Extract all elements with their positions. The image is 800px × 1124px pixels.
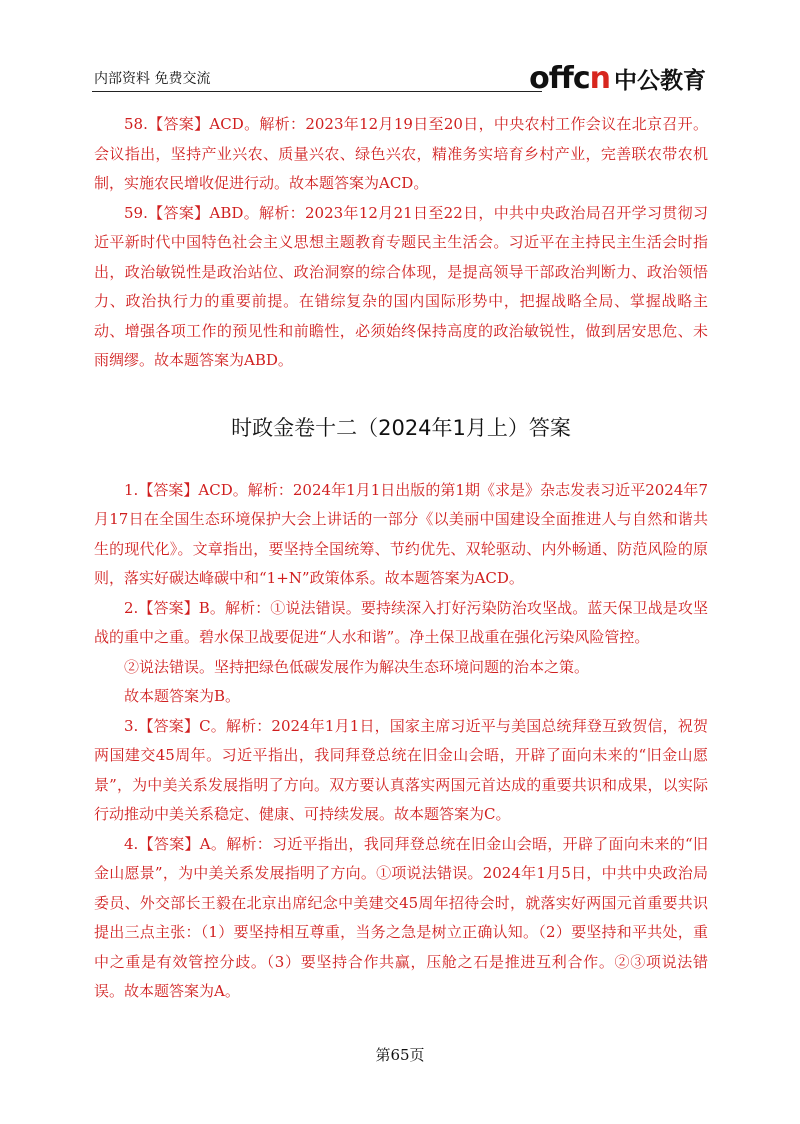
header-label: 内部资料 免费交流: [94, 71, 211, 87]
answer-paragraph-3: 3.【答案】C。解析：2024年1月1日，国家主席习近平与美国总统拜登互致贺信，祝贺两国建交45周年。习近平指出，我同拜登总统在旧金山会晤，开辟了面向未来的“旧金山愿景”，为中美关系发展指明了方向。双方要认真落实两国元首达成的重要共识和成果，以实际行动推动中美关系稳定、健康、可持续发展。故本题答案为C。: [94, 716, 708, 823]
answer-paragraph-1: 1.【答案】ACD。解析：2024年1月1日出版的第1期《求是》杂志发表习近平2024年7月17日在全国生态环境保护大会上讲话的一部分《以美丽中国建设全面推进人与自然和谐共生的现代化》。文章指出，要坚持全国统筹、节约优先、双轮驱动、内外畅通、防范风险的原则，落实好碳达峰碳中和“1+N”政策体系。故本题答案为ACD。: [94, 480, 708, 587]
answer-paragraph-2-conclusion: 故本题答案为B。: [124, 687, 241, 705]
page-header: [92, 60, 708, 96]
logo-chinese: 中公教育: [614, 68, 706, 94]
header-rule: [92, 91, 542, 92]
answer-paragraph-59: 59.【答案】ABD。解析：2023年12月21日至22日，中共中央政治局召开学习贯彻习近平新时代中国特色社会主义思想主题教育专题民主生活会。习近平在主持民主生活会时指出，政治敏锐性是政治站位、政治洞察的综合体现，是提高领导干部政治判断力、政治领悟力、政治执行力的重要前提。在错综复杂的国内国际形势中，把握战略全局、掌握战略主动、增强各项工作的预见性和前瞻性，必须始终保持高度的政治敏锐性，做到居安思危、未雨绸缪。故本题答案为ABD。: [94, 203, 708, 369]
page-number: 第65页: [375, 1046, 425, 1064]
answer-paragraph-2: 2.【答案】B。解析：①说法错误。要持续深入打好污染防治攻坚战。蓝天保卫战是攻坚战的重中之重。碧水保卫战要促进“人水和谐”。净土保卫战重在强化污染风险管控。: [94, 598, 708, 646]
page-content: [94, 110, 708, 1007]
answer-paragraph-58: 58.【答案】ACD。解析：2023年12月19日至20日，中央农村工作会议在北京召开。会议指出，坚持产业兴农、质量兴农、绿色兴农，精准务实培育乡村产业，完善联农带农机制，实施农民增收促进行动。故本题答案为ACD。: [94, 115, 708, 192]
answer-paragraph-4: 4.【答案】A。解析：习近平指出，我同拜登总统在旧金山会晤，开辟了面向未来的“旧金山愿景”，为中美关系发展指明了方向。①项说法错误。2024年1月5日，中共中央政治局委员、外交部长王毅在北京出席纪念中美建交45周年招待会时，就落实好两国元首重要共识提出三点主张：（1）要坚持相互尊重，当务之急是树立正确认知。（2）要坚持和平共处，重中之重是有效管控分歧。（3）要坚持合作共赢，压舱之石是推进互利合作。②③项说法错误。故本题答案为A。: [94, 834, 708, 1000]
offcn-logo: [529, 61, 706, 96]
logo-latin: offcn: [529, 61, 610, 96]
section-title: 时政金卷十二（2024年1月上）答案: [231, 415, 571, 440]
answer-paragraph-2-note: ②说法错误。坚持把绿色低碳发展作为解决生态环境问题的治本之策。: [124, 657, 590, 676]
